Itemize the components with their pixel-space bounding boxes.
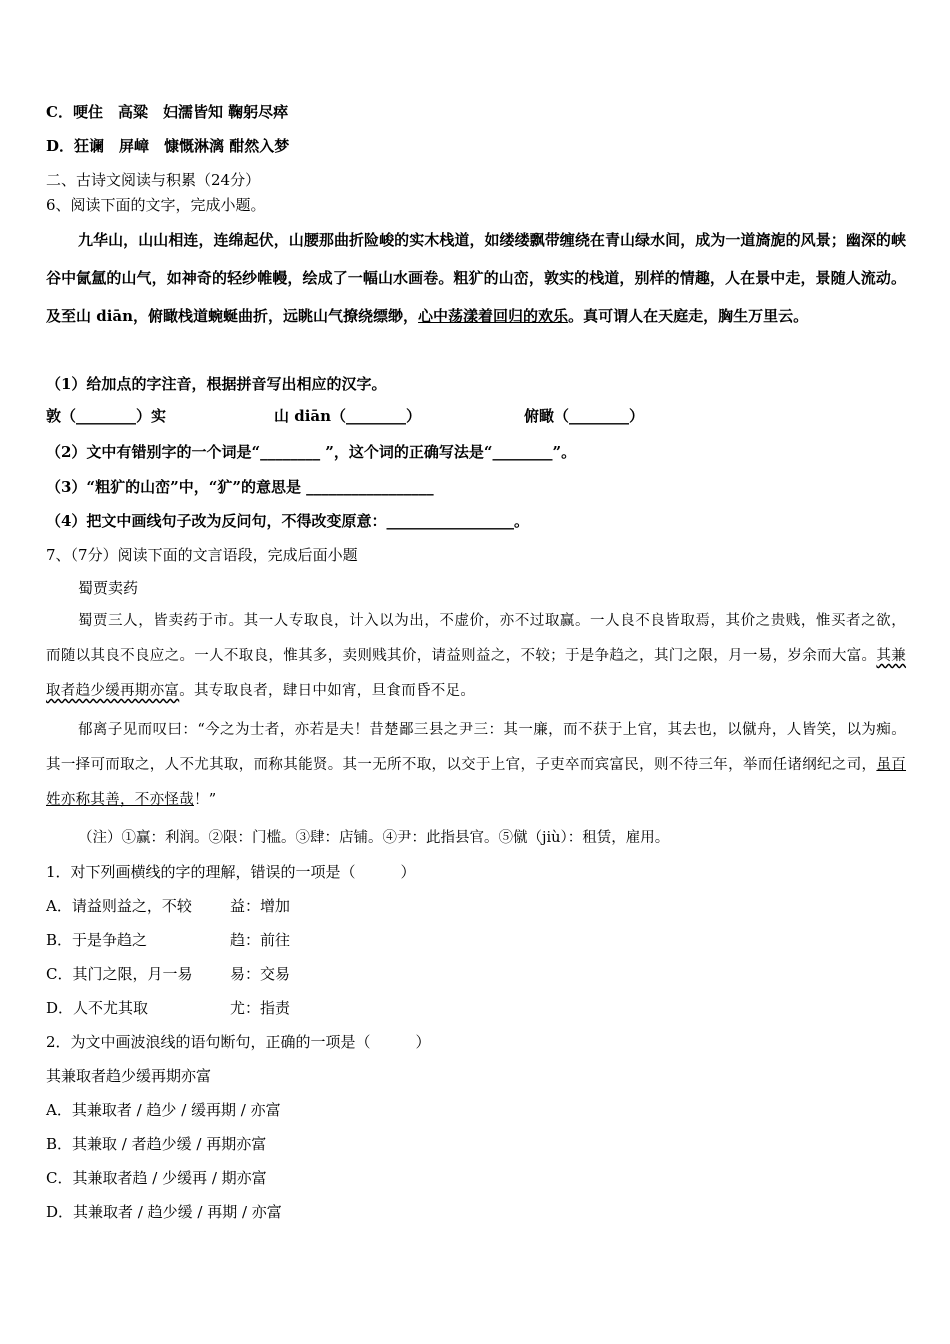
q7-p2-text-a: 郁离子见而叹曰：“今之为士者，亦若是夫！昔楚鄙三县之尹三：其一廉，而不获于上官，其去也，以僦舟，人皆笑，以为痴。其一择可而取之，人不尤其取，而称其能贤。其一无所不取，以交于上官，子吏卒而宾富民，则不待三年，举而任诸纲纪之司，	[46, 722, 906, 773]
q6-stem: 6、阅读下面的文字，完成小题。	[46, 196, 266, 214]
q6-passage-text-b: 。真可谓人在天庭走，胸生万里云。	[568, 307, 809, 325]
q7-q1-option-a-meaning: 益：增加	[230, 897, 291, 915]
q7-q1-option-b-text: B．于是争趋之	[46, 931, 148, 949]
q7-q1-option-d-text: D．人不尤其取	[46, 999, 149, 1017]
q6-passage-text-a: 九华山，山山相连，连绵起伏，山腰那曲折险峻的实木栈道，如缕缕飘带缠绕在青山绿水间，成为一道旖旎的风景；幽深的峡谷中氤氲的山气，如神奇的轻纱帷幔，绘成了一幅山水画卷。粗犷的山峦，敦实的栈道，别样的情趣，人在景中走，景随人流动。及至山 diān，俯瞰栈道蜿蜒曲折，远眺山气撩绕缥缈，	[46, 231, 906, 325]
q5-option-c: C．哽住 高粱 妇濡皆知 鞠躬尽瘁	[46, 103, 289, 121]
q7-passage-title: 蜀贾卖药	[78, 579, 139, 597]
section2-title: 二、古诗文阅读与积累（24分）	[46, 171, 261, 189]
q7-q1-option-c	[46, 964, 290, 984]
q7-q1-option-c-text: C．其门之限，月一易	[46, 965, 193, 983]
q7-q2-option-a: A．其兼取者 / 趋少 / 缓再期 / 亦富	[46, 1101, 281, 1119]
q7-note: （注）①赢：利润。②限：门槛。③肆：店铺。④尹：此指县官。⑤僦（jiù）：租赁，雇用。	[78, 830, 670, 846]
q7-underlined-sentence: 虽百姓亦称其善，不亦怪哉	[46, 757, 907, 808]
q6-blank-dian: 山 diān（________）	[274, 407, 422, 425]
q7-q1-option-b	[46, 930, 290, 950]
q6-sub3: （3）“粗犷的山峦”中，“犷”的意思是 _________________	[46, 478, 434, 496]
q7-q2-option-d: D．其兼取者 / 趋少缓 / 再期 / 亦富	[46, 1203, 282, 1221]
q7-q2-stem: 2．为文中画波浪线的语句断句，正确的一项是（ ）	[46, 1033, 431, 1051]
q7-paragraph-2	[46, 713, 906, 818]
q7-wavy-sentence: 其兼取者趋少缓再期亦富	[46, 648, 907, 699]
q7-q1-option-a	[46, 896, 290, 916]
q7-paragraph-1	[46, 604, 906, 709]
q7-q2-option-c: C．其兼取者趋 / 少缓再 / 期亦富	[46, 1169, 267, 1187]
q6-blank-row	[46, 406, 644, 426]
q7-q2-option-b: B．其兼取 / 者趋少缓 / 再期亦富	[46, 1135, 267, 1153]
q7-q1-option-a-text: A．请益则益之，不较	[46, 897, 192, 915]
q7-q2-sentence: 其兼取者趋少缓再期亦富	[46, 1067, 212, 1085]
q7-p1-text-b: 。其专取良者，肆日中如宵，旦食而昏不足。	[179, 683, 476, 699]
q7-q1-option-d	[46, 998, 290, 1018]
q7-p1-text-a: 蜀贾三人，皆卖药于市。其一人专取良，计入以为出，不虚价，亦不过取赢。一人良不良皆取焉，其价之贵贱，惟买者之欲，而随以其良不良应之。一人不取良，惟其多，卖则贱其价，请益则益之，不较；于是争趋之，其门之限，月一易，岁余而大富。	[46, 613, 906, 664]
q7-stem: 7、（7分）阅读下面的文言语段，完成后面小题	[46, 546, 358, 564]
q6-passage	[46, 221, 906, 335]
q5-option-d: D．狂谰 屏嶂 慷慨淋漓 酣然入梦	[46, 137, 290, 155]
q6-sub4: （4）把文中画线句子改为反问句，不得改变原意：_________________。	[46, 512, 529, 530]
q6-blank-dun: 敦（________）实	[46, 407, 167, 425]
q7-q1-option-c-meaning: 易：交易	[230, 965, 291, 983]
q6-sub1: （1）给加点的字注音，根据拼音写出相应的汉字。	[46, 375, 387, 393]
q7-q1-option-b-meaning: 趋：前往	[230, 931, 291, 949]
q6-blank-kan: 俯瞰（________）	[524, 407, 645, 425]
q7-q1-stem: 1．对下列画横线的字的理解，错误的一项是（ ）	[46, 863, 416, 881]
q6-underlined-sentence: 心中荡漾着回归的欢乐	[418, 307, 569, 325]
q6-sub2: （2）文中有错别字的一个词是“________ ”，这个词的正确写法是“________”。	[46, 443, 577, 461]
q7-q1-option-d-meaning: 尤：指责	[230, 999, 291, 1017]
q7-p2-text-b: ！”	[194, 792, 217, 808]
